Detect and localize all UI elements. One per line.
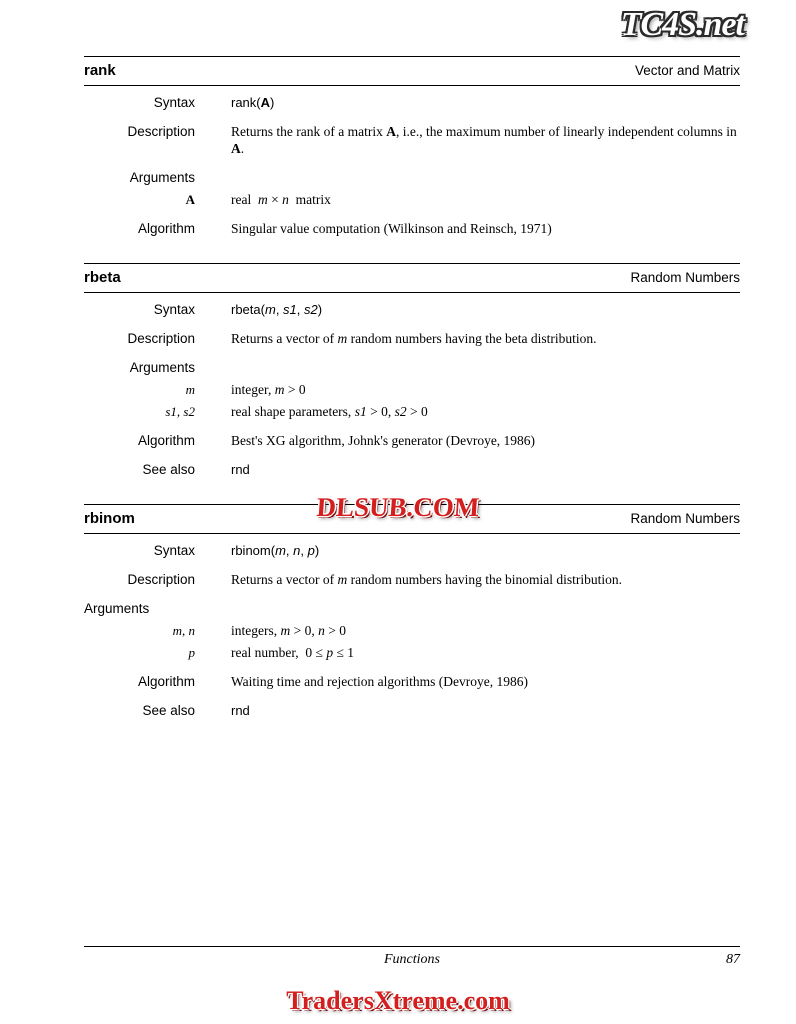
row-label: Arguments [84,601,150,616]
row-syntax [84,542,740,559]
row-value: Returns a vector of m random numbers having the binomial distribution. [231,572,623,587]
row-label: m, n [172,623,195,638]
entry-rows [84,295,740,478]
row-label: Description [127,331,195,346]
row-label: See also [142,703,195,718]
row-algorithm [84,220,740,237]
row-description [84,330,740,347]
row-argument-p [84,644,740,661]
entry-rbeta [84,263,740,478]
row-label: Syntax [153,543,195,558]
row-description [84,571,740,588]
row-label: Algorithm [137,221,195,236]
entry-category: Random Numbers [630,270,740,285]
entry-title: rank [84,62,116,79]
row-value: real number, 0 ≤ p ≤ 1 [231,645,355,660]
row-label: m [185,382,195,397]
footer-section-title: Functions [384,952,440,967]
page-number: 87 [726,952,740,967]
row-value: Best's XG algorithm, Johnk's generator (Devroye, 1986) [231,433,536,448]
row-value: real m × n matrix [231,192,331,207]
row-label: Arguments [129,360,195,375]
row-syntax [84,301,740,318]
row-value: integers, m > 0, n > 0 [231,623,346,638]
entry-rows [84,88,740,237]
row-value: rbinom(m, n, p) [231,543,320,558]
row-arguments [84,359,740,376]
row-description [84,123,740,157]
row-label: Description [127,572,195,587]
entry-divider-lower [84,292,740,293]
row-value: rbeta(m, s1, s2) [231,302,323,317]
row-argument-m-n [84,622,740,639]
row-label: Arguments [129,170,195,185]
row-label: See also [142,462,195,477]
entry-category: Vector and Matrix [634,63,740,78]
watermark-bottom: TradersXtreme.com [286,986,510,1015]
row-arguments [84,600,740,617]
entry-header [84,57,740,85]
entry-divider-lower [84,85,740,86]
row-argument-m [84,381,740,398]
row-value: Returns the rank of a matrix A, i.e., the maximum number of linearly independent columns in A. [231,124,737,156]
row-value: Returns a vector of m random numbers having the beta distribution. [231,331,597,346]
row-arguments [84,169,740,186]
row-value: Singular value computation (Wilkinson and Reinsch, 1971) [231,221,552,236]
watermark-top: TC4S.net [620,6,744,43]
document-content [84,56,740,731]
entry-title: rbinom [84,510,135,527]
entry-rows [84,536,740,719]
row-value: real shape parameters, s1 > 0, s2 > 0 [231,404,428,419]
row-label: A [185,192,195,207]
entry-category: Random Numbers [630,511,740,526]
row-argument-A [84,191,740,208]
row-label: p [188,645,195,660]
row-label: Algorithm [137,674,195,689]
entry-rbinom [84,504,740,719]
entry-header [84,264,740,292]
row-argument-s1-s2 [84,403,740,420]
footer-row [84,947,740,968]
row-value: rnd [231,703,250,718]
row-algorithm [84,673,740,690]
row-value: rnd [231,462,250,477]
watermark-middle: DLSUB.COM [315,492,481,522]
page-footer [84,946,740,968]
entry-rank [84,56,740,237]
row-label: Syntax [153,302,195,317]
row-algorithm [84,432,740,449]
row-see-also [84,702,740,719]
row-syntax [84,94,740,111]
row-see-also [84,461,740,478]
row-label: Syntax [153,95,195,110]
row-value: integer, m > 0 [231,382,306,397]
entry-title: rbeta [84,269,121,286]
entry-divider-lower [84,533,740,534]
row-value: Waiting time and rejection algorithms (Devroye, 1986) [231,674,528,689]
row-value: rank(A) [231,95,275,110]
row-label: Description [127,124,195,139]
row-label: s1, s2 [165,404,195,419]
row-label: Algorithm [137,433,195,448]
